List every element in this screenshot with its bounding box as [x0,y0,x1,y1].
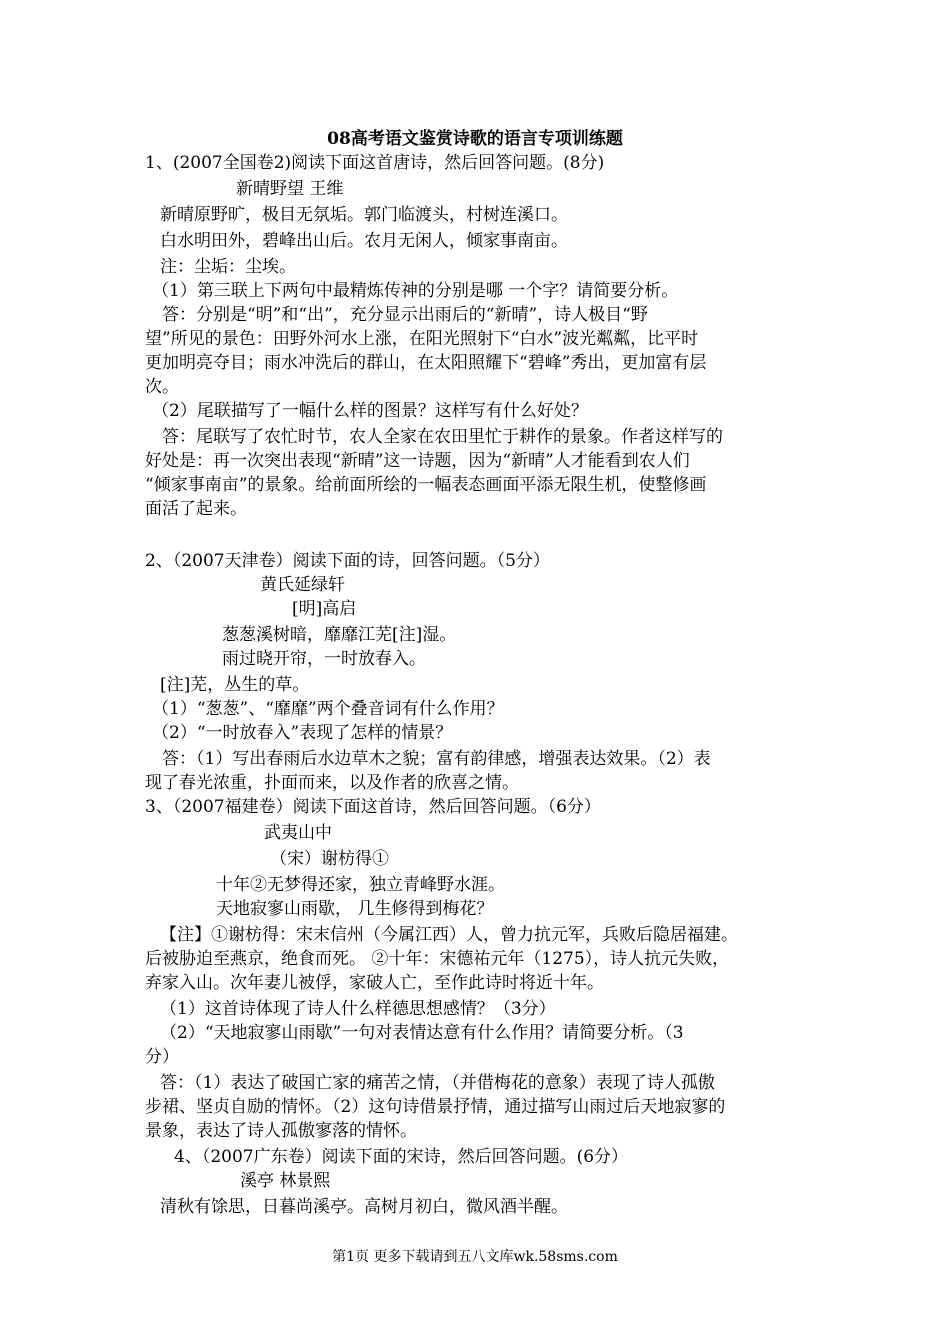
q1-poem-title: 新晴野望 王维 [236,179,344,199]
page-footer: 第1页 更多下载请到五八文库wk.58sms.com [332,1249,618,1265]
q3-sub-question: （2）“天地寂寥山雨歇”一句对表情达意有什么作用？请简要分析。（3 [160,1023,684,1043]
q1-answer: 次。 [145,377,179,397]
q1-note: 注：尘垢：尘埃。 [160,257,296,277]
q2-sub-question: （2）“一时放春入”表现了怎样的情景？ [152,723,453,743]
q2-poem-author: [明]高启 [292,599,357,619]
q1-answer: 好处是：再一次突出表现“新晴”这一诗题，因为“新晴”人才能看到农人们 [145,451,690,471]
q3-answer: 答：（1）表达了破国亡家的痛苦之情，（并借梅花的意象）表现了诗人孤傲 [160,1073,715,1093]
q1-sub-question: （1）第三联上下两句中最精炼传神的分别是哪 一个字？请简要分析。 [152,281,679,301]
q4-poem-line: 清秋有馀思，日暮尚溪亭。高树月初白，微风酒半醒。 [160,1197,568,1217]
q3-answer: 步裙、坚贞自励的情怀。（2）这句诗借景抒情，通过描写山雨过后天地寂寥的 [145,1097,726,1117]
q1-answer: 更加明亮夺目；雨水冲洗后的群山，在太阳照耀下“碧峰”秀出，更加富有层 [145,353,707,373]
q2-poem-title: 黄氏延绿轩 [260,575,345,595]
q1-answer: 答：分别是“明”和“出”，充分显示出雨后的“新晴”，诗人极目“野 [162,305,648,325]
q2-poem-line: 雨过晓开帘，一时放春入。 [222,649,426,669]
q3-poem-line: 天地寂寥山雨歇， 几生修得到梅花？ [216,899,494,919]
q3-note: 弃家入山。次年妻儿被俘，家破人亡，至作此诗时将近十年。 [145,973,604,993]
q1-heading: 1、(2007全国卷2)阅读下面这首唐诗，然后回答问题。(8分) [145,153,605,173]
q2-answer: 现了春光浓重，扑面而来，以及作者的欣喜之情。 [145,773,519,793]
q3-note: 【注】①谢枋得：宋末信州（今属江西）人，曾力抗元军，兵败后隐居福建。 [160,925,738,945]
q1-sub-question: （2）尾联描写了一幅什么样的图景？这样写有什么好处？ [152,401,588,421]
q2-poem-line: 葱葱溪树暗，靡靡江芜[注]湿。 [222,625,457,645]
q2-sub-question: （1）“葱葱”、“靡靡”两个叠音词有什么作用？ [152,699,504,719]
q4-poem-title: 溪亭 林景熙 [240,1171,331,1191]
q2-answer: 答：（1）写出春雨后水边草木之貌；富有韵律感，增强表达效果。（2）表 [162,749,711,769]
q3-answer: 景象，表达了诗人孤傲寥落的情怀。 [145,1121,417,1141]
q3-poem-author: （宋）谢枋得① [270,849,389,869]
q4-heading: 4、（2007广东卷）阅读下面的宋诗，然后回答问题。(6分） [174,1147,629,1167]
q2-note: [注]芜，丛生的草。 [160,675,310,695]
document-title: 08高考语文鉴赏诗歌的语言专项训练题 [327,129,623,149]
q1-answer: “倾家事南亩”的景象。给前面所绘的一幅表态画面平添无限生机，使整修画 [145,475,707,495]
q1-answer: 望”所见的景色：田野外河水上涨，在阳光照射下“白水”波光粼粼，比平时 [145,329,699,349]
q3-sub-question: （1）这首诗体现了诗人什么样德思想感情？（3分） [160,999,556,1019]
q1-poem-line: 新晴原野旷，极目无氛垢。郭门临渡头，村树连溪口。 [160,205,568,225]
q2-heading: 2、（2007天津卷）阅读下面的诗，回答问题。（5分） [145,551,550,571]
q3-heading: 3、（2007福建卷）阅读下面这首诗，然后回答问题。（6分） [145,797,601,817]
q3-poem-line: 十年②无梦得还家，独立青峰野水涯。 [216,875,505,895]
q1-answer: 答：尾联写了农忙时节，农人全家在农田里忙于耕作的景象。作者这样写的 [162,427,723,447]
q1-answer: 面活了起来。 [145,499,247,519]
q1-poem-line: 白水明田外，碧峰出山后。农月无闲人，倾家事南亩。 [160,231,568,251]
q3-sub-question: 分） [145,1047,179,1067]
q3-poem-title: 武夷山中 [264,823,332,843]
q3-note: 后被胁迫至燕京，绝食而死。 ②十年：宋德祐元年（1275），诗人抗元失败， [145,949,730,969]
